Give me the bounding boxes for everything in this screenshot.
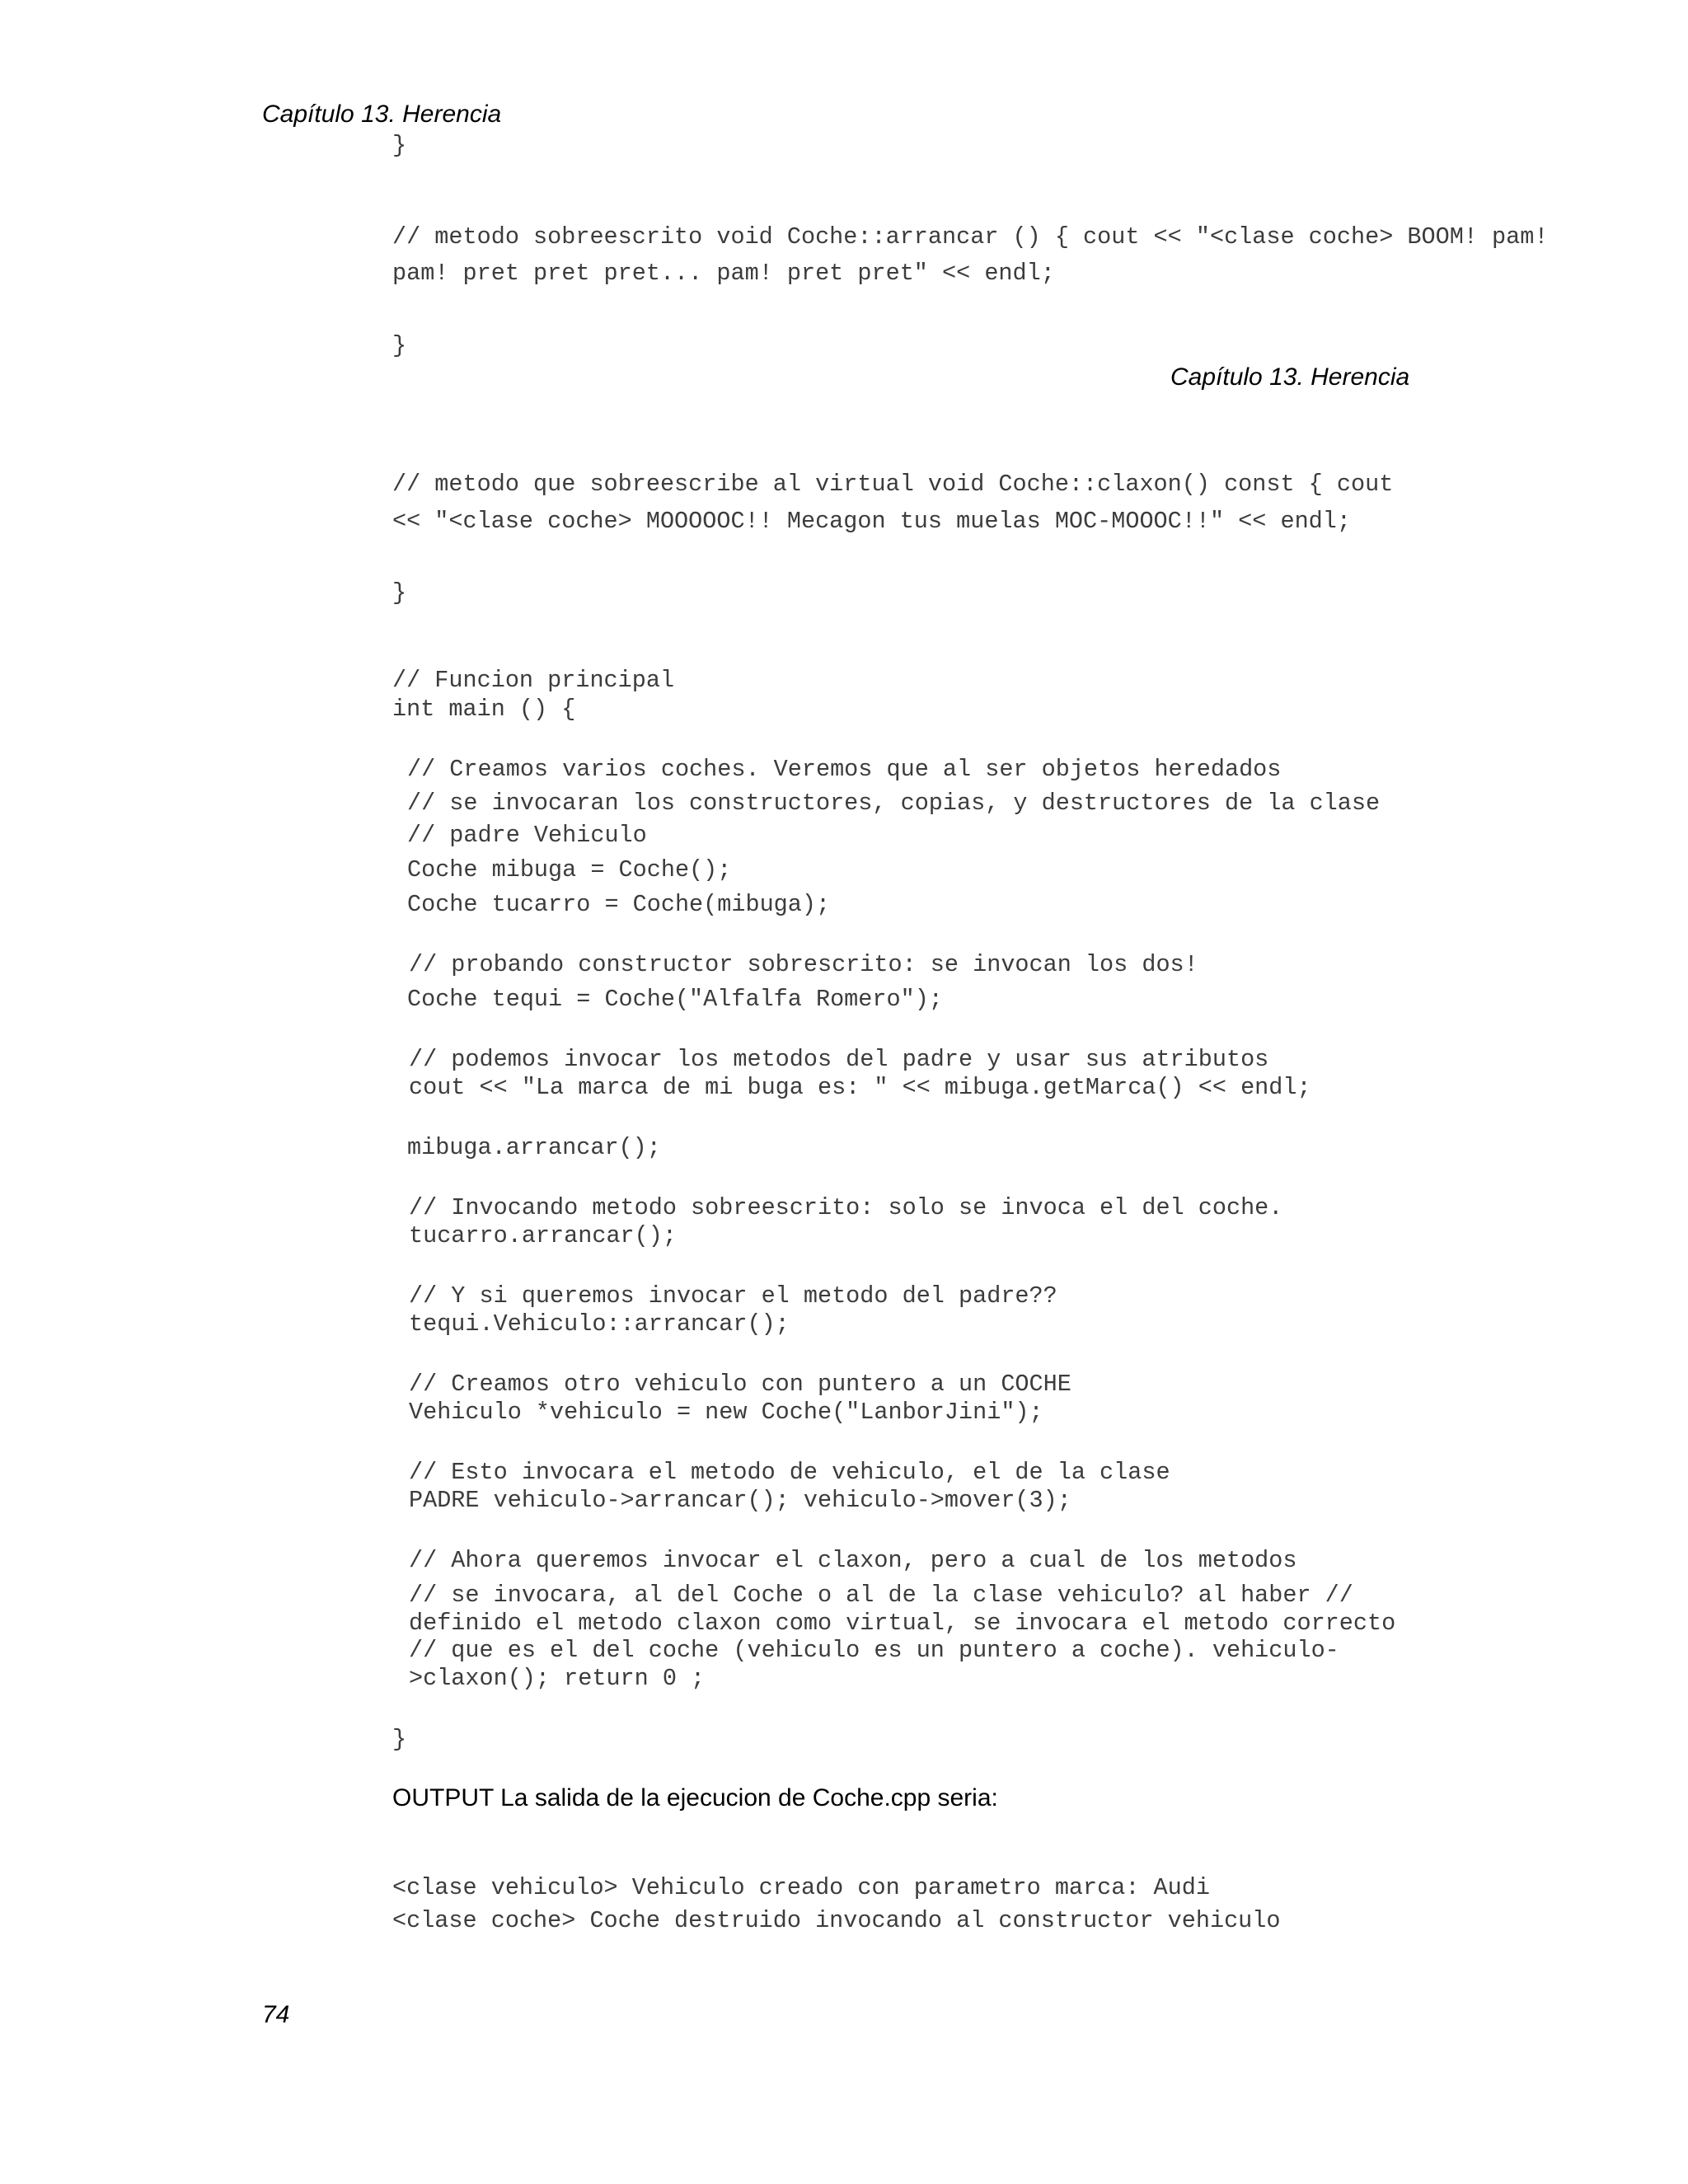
code-line: // Creamos varios coches. Veremos que al ser objetos heredados [407,756,1282,783]
output-label: OUTPUT La salida de la ejecucion de Coche.cpp seria: [392,1784,998,1811]
code-line: } [392,1726,407,1753]
code-line: // Y si queremos invocar el metodo del padre?? [409,1282,1057,1310]
code-line: // padre Vehiculo [407,822,647,849]
code-line: definido el metodo claxon como virtual, se invocara el metodo correcto [409,1610,1396,1637]
code-line: // que es el del coche (vehiculo es un puntero a coche). vehiculo- [409,1637,1339,1664]
code-line: mibuga.arrancar(); [407,1134,661,1161]
code-line: tequi.Vehiculo::arrancar(); [409,1310,790,1338]
code-line: Coche mibuga = Coche(); [407,856,732,883]
code-line: // Invocando metodo sobreescrito: solo se invoca el del coche. [409,1194,1283,1221]
code-line: tucarro.arrancar(); [409,1222,677,1249]
code-line: // metodo que sobreescribe al virtual void Coche::claxon() const { cout [392,471,1394,498]
output-line: <clase coche> Coche destruido invocando al constructor vehiculo [392,1907,1281,1934]
output-line: <clase vehiculo> Vehiculo creado con parametro marca: Audi [392,1874,1210,1901]
code-line: PADRE vehiculo->arrancar(); vehiculo->mover(3); [409,1487,1071,1514]
code-line: int main () { [392,696,576,723]
code-line: << "<clase coche> MOOOOOC!! Mecagon tus muelas MOC-MOOOC!!" << endl; [392,508,1351,535]
code-line: // Creamos otro vehiculo con puntero a un COCHE [409,1371,1071,1398]
code-line: } [392,332,407,359]
code-line: Coche tucarro = Coche(mibuga); [407,891,831,918]
code-line: // se invocara, al del Coche o al de la clase vehiculo? al haber // [409,1582,1353,1609]
code-line: // Ahora queremos invocar el claxon, pero a cual de los metodos [409,1547,1297,1574]
code-line: >claxon(); return 0 ; [409,1665,706,1692]
chapter-header-repeat: Capítulo 13. Herencia [1170,363,1410,391]
code-line: // probando constructor sobrescrito: se invocan los dos! [409,951,1198,978]
code-line: // se invocaran los constructores, copias, y destructores de la clase [407,790,1381,817]
chapter-header: Capítulo 13. Herencia [262,101,502,128]
code-line: Coche tequi = Coche("Alfalfa Romero"); [407,986,943,1013]
code-line: // metodo sobreescrito void Coche::arrancar () { cout << "<clase coche> BOOM! pam! [392,223,1549,251]
page-number: 74 [262,2001,290,2028]
code-line: cout << "La marca de mi buga es: " << mibuga.getMarca() << endl; [409,1074,1311,1101]
code-line: // Esto invocara el metodo de vehiculo, el de la clase [409,1459,1170,1486]
code-line: } [392,132,407,159]
code-line: Vehiculo *vehiculo = new Coche("LanborJini"); [409,1399,1043,1426]
code-line: } [392,579,407,607]
code-line: pam! pret pret pret... pam! pret pret" << endl; [392,260,1055,287]
code-line: // Funcion principal [392,667,675,694]
code-line: // podemos invocar los metodos del padre y usar sus atributos [409,1046,1269,1073]
